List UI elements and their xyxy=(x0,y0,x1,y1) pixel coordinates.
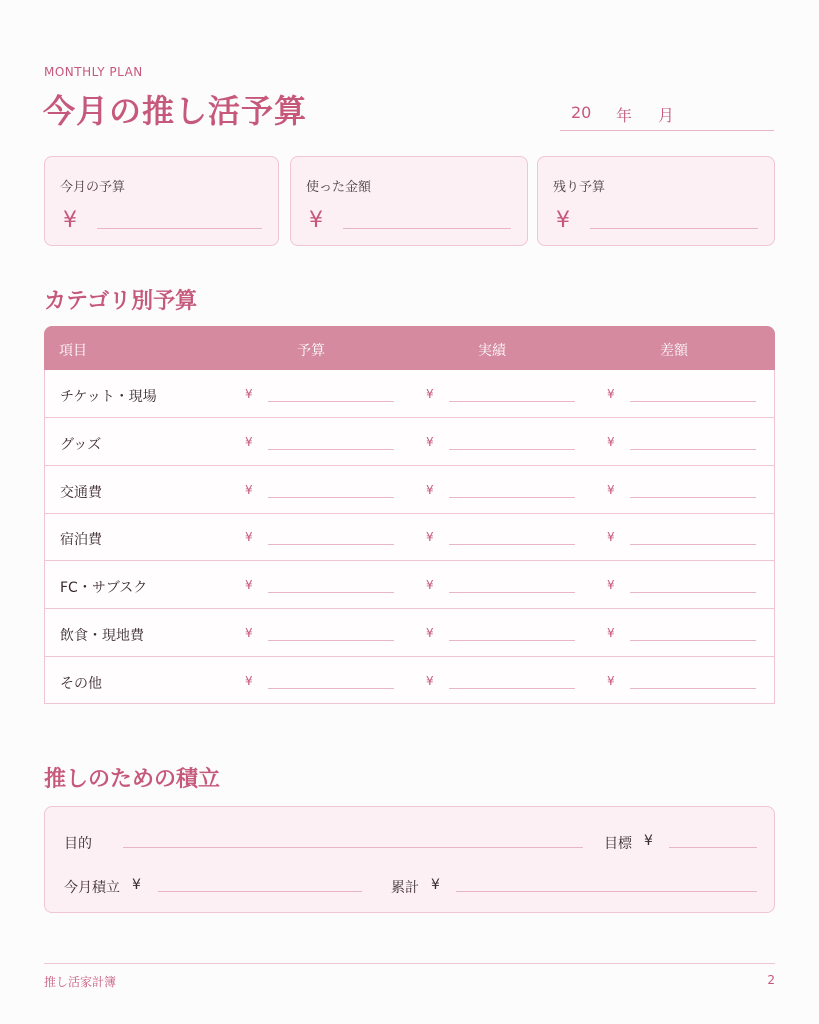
yen-symbol: ¥ xyxy=(426,626,434,640)
yen-symbol: ¥ xyxy=(245,483,253,497)
actual-input-line[interactable] xyxy=(449,449,575,450)
category-section-title: カテゴリ別予算 xyxy=(44,289,198,314)
table-row xyxy=(45,418,774,466)
budget-input-line[interactable] xyxy=(97,228,262,229)
yen-symbol: ¥ xyxy=(245,435,253,449)
row-label: グッズ xyxy=(60,437,102,453)
purpose-label: 目的 xyxy=(64,836,92,852)
yen-symbol: ¥ xyxy=(245,674,253,688)
yen-symbol: ¥ xyxy=(245,387,253,401)
row-label: チケット・現場 xyxy=(60,389,157,405)
actual-input-line[interactable] xyxy=(449,640,575,641)
budget-input-line[interactable] xyxy=(268,401,394,402)
category-table-header xyxy=(44,326,775,370)
budget-input-line[interactable] xyxy=(268,640,394,641)
purpose-input-line[interactable] xyxy=(123,847,583,848)
difference-input-line[interactable] xyxy=(630,449,756,450)
actual-input-line[interactable] xyxy=(449,688,575,689)
yen-symbol: ¥ xyxy=(426,435,434,449)
row-label: その他 xyxy=(60,676,102,692)
yen-symbol: ¥ xyxy=(556,208,570,233)
category-table-body xyxy=(44,370,775,704)
actual-input-line[interactable] xyxy=(449,592,575,593)
budget-input-line[interactable] xyxy=(268,592,394,593)
table-row xyxy=(45,370,774,418)
yen-symbol: ¥ xyxy=(607,674,615,688)
difference-input-line[interactable] xyxy=(630,592,756,593)
summary-card-spent xyxy=(290,156,528,246)
date-month-label: 月 xyxy=(658,106,675,125)
table-row xyxy=(45,513,774,561)
date-field[interactable] xyxy=(560,100,774,131)
column-header-item: 項目 xyxy=(59,343,87,359)
difference-input-line[interactable] xyxy=(630,401,756,402)
column-header-actual: 実績 xyxy=(478,343,506,359)
budget-input-line[interactable] xyxy=(268,544,394,545)
table-row xyxy=(45,466,774,514)
yen-symbol: ¥ xyxy=(63,208,77,233)
summary-card-remaining xyxy=(537,156,775,246)
yen-symbol: ¥ xyxy=(426,674,434,688)
yen-symbol: ¥ xyxy=(607,435,615,449)
summary-card-budget xyxy=(44,156,279,246)
yen-symbol: ¥ xyxy=(245,626,253,640)
yen-symbol: ¥ xyxy=(607,530,615,544)
row-label: FC・サブスク xyxy=(60,580,148,596)
total-input-line[interactable] xyxy=(456,891,757,892)
row-label: 飲食・現地費 xyxy=(60,628,144,644)
row-label: 宿泊費 xyxy=(60,532,102,548)
yen-symbol: ¥ xyxy=(309,208,323,233)
yen-symbol: ¥ xyxy=(431,877,440,893)
page-title: 今月の推し活予算 xyxy=(43,92,308,130)
goal-input-line[interactable] xyxy=(669,847,757,848)
column-header-budget: 予算 xyxy=(297,343,325,359)
yen-symbol: ¥ xyxy=(426,387,434,401)
page-number: 2 xyxy=(767,973,775,987)
goal-label: 目標 xyxy=(604,836,632,852)
yen-symbol: ¥ xyxy=(644,833,653,849)
table-row xyxy=(45,609,774,657)
remaining-input-line[interactable] xyxy=(590,228,758,229)
difference-input-line[interactable] xyxy=(630,640,756,641)
yen-symbol: ¥ xyxy=(426,578,434,592)
budget-input-line[interactable] xyxy=(268,497,394,498)
table-row xyxy=(45,657,774,703)
difference-input-line[interactable] xyxy=(630,544,756,545)
yen-symbol: ¥ xyxy=(607,387,615,401)
yen-symbol: ¥ xyxy=(426,483,434,497)
monthly-label: 今月積立 xyxy=(64,880,120,896)
footer-rule xyxy=(44,963,775,964)
monthly-input-line[interactable] xyxy=(158,891,362,892)
yen-symbol: ¥ xyxy=(607,578,615,592)
row-label: 交通費 xyxy=(60,485,102,501)
yen-symbol: ¥ xyxy=(607,483,615,497)
yen-symbol: ¥ xyxy=(607,626,615,640)
table-row xyxy=(45,561,774,609)
summary-label: 残り予算 xyxy=(553,180,606,195)
budget-input-line[interactable] xyxy=(268,449,394,450)
date-year-prefix: 20 xyxy=(571,103,592,122)
column-header-difference: 差額 xyxy=(660,343,688,359)
yen-symbol: ¥ xyxy=(426,530,434,544)
savings-section-title: 推しのための積立 xyxy=(44,767,221,792)
summary-label: 使った金額 xyxy=(306,180,372,195)
difference-input-line[interactable] xyxy=(630,497,756,498)
difference-input-line[interactable] xyxy=(630,688,756,689)
footer-title: 推し活家計簿 xyxy=(44,975,117,989)
yen-symbol: ¥ xyxy=(245,530,253,544)
date-year-label: 年 xyxy=(616,106,633,125)
yen-symbol: ¥ xyxy=(132,877,141,893)
eyebrow-label: MONTHLY PLAN xyxy=(44,65,143,79)
budget-input-line[interactable] xyxy=(268,688,394,689)
savings-box xyxy=(44,806,775,913)
actual-input-line[interactable] xyxy=(449,401,575,402)
summary-label: 今月の予算 xyxy=(60,180,126,195)
yen-symbol: ¥ xyxy=(245,578,253,592)
total-label: 累計 xyxy=(391,880,419,896)
actual-input-line[interactable] xyxy=(449,544,575,545)
spent-input-line[interactable] xyxy=(343,228,511,229)
actual-input-line[interactable] xyxy=(449,497,575,498)
